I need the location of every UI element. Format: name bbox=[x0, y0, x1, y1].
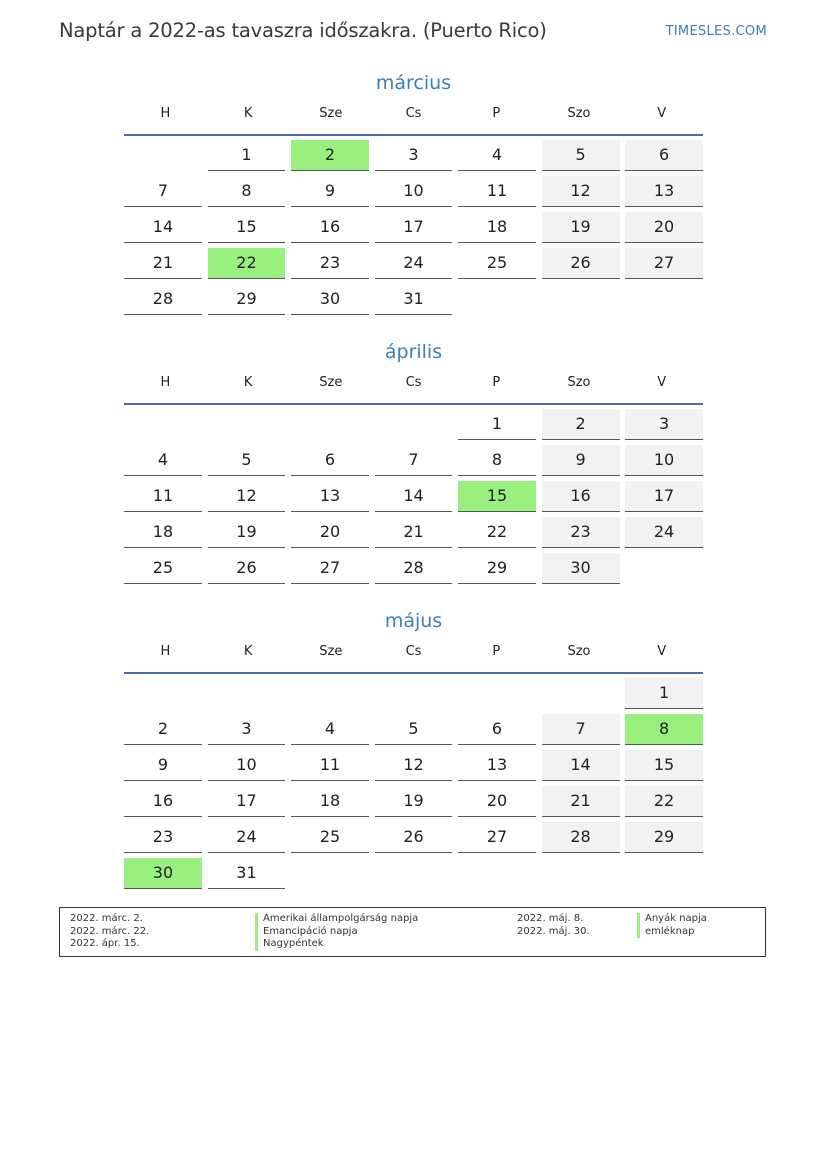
empty-cell bbox=[625, 284, 703, 315]
weekday-label: P bbox=[492, 374, 501, 390]
header-divider bbox=[124, 403, 703, 405]
day-cell: 30 bbox=[542, 553, 620, 584]
day-cell: 7 bbox=[542, 714, 620, 745]
weekday-label: K bbox=[243, 105, 253, 121]
holiday-day-cell: 2 bbox=[291, 140, 369, 171]
week-row bbox=[124, 284, 703, 320]
weekday-label: V bbox=[657, 374, 667, 390]
day-cell: 23 bbox=[542, 517, 620, 548]
day-cell: 11 bbox=[124, 481, 202, 512]
day-cell: 16 bbox=[124, 786, 202, 817]
header-divider bbox=[124, 672, 703, 674]
day-cell: 18 bbox=[124, 517, 202, 548]
day-cell: 16 bbox=[542, 481, 620, 512]
empty-cell bbox=[124, 409, 202, 440]
day-cell: 9 bbox=[542, 445, 620, 476]
weekday-label: Cs bbox=[405, 105, 422, 121]
day-cell: 24 bbox=[375, 248, 453, 279]
week-row bbox=[124, 517, 703, 553]
day-cell: 17 bbox=[625, 481, 703, 512]
day-cell: 14 bbox=[375, 481, 453, 512]
day-cell: 15 bbox=[625, 750, 703, 781]
legend-holiday-name: emléknap bbox=[637, 926, 707, 939]
empty-cell bbox=[208, 409, 286, 440]
day-cell: 28 bbox=[375, 553, 453, 584]
empty-cell bbox=[458, 858, 536, 889]
day-cell: 12 bbox=[375, 750, 453, 781]
day-cell: 1 bbox=[208, 140, 286, 171]
day-cell: 26 bbox=[208, 553, 286, 584]
day-cell: 31 bbox=[375, 284, 453, 315]
holiday-legend bbox=[59, 907, 766, 957]
day-cell: 26 bbox=[375, 822, 453, 853]
week-row bbox=[124, 822, 703, 858]
weekday-label: K bbox=[243, 374, 253, 390]
day-cell: 4 bbox=[291, 714, 369, 745]
holiday-day-cell: 8 bbox=[625, 714, 703, 745]
weekday-label: Szo bbox=[567, 105, 591, 121]
week-row bbox=[124, 248, 703, 284]
day-cell: 11 bbox=[291, 750, 369, 781]
day-cell: 25 bbox=[458, 248, 536, 279]
day-cell: 31 bbox=[208, 858, 286, 889]
holiday-day-cell: 30 bbox=[124, 858, 202, 889]
week-row bbox=[124, 714, 703, 750]
empty-cell bbox=[458, 284, 536, 315]
week-row bbox=[124, 750, 703, 786]
legend-date: 2022. márc. 2. bbox=[70, 913, 143, 924]
weekday-label: H bbox=[160, 643, 171, 659]
empty-cell bbox=[625, 553, 703, 584]
weekday-label: P bbox=[492, 105, 501, 121]
day-cell: 21 bbox=[124, 248, 202, 279]
day-cell: 24 bbox=[208, 822, 286, 853]
week-row bbox=[124, 176, 703, 212]
page-title: Naptár a 2022-as tavaszra időszakra. (Puerto Rico) bbox=[59, 19, 547, 42]
day-cell: 10 bbox=[375, 176, 453, 207]
weekday-header bbox=[124, 98, 703, 128]
month-name: május bbox=[384, 610, 443, 632]
legend-holiday-name: Amerikai állampolgárság napja bbox=[255, 913, 418, 926]
day-cell: 5 bbox=[208, 445, 286, 476]
week-row bbox=[124, 445, 703, 481]
day-cell: 2 bbox=[542, 409, 620, 440]
day-cell: 5 bbox=[542, 140, 620, 171]
legend-holiday-name: Anyák napja bbox=[637, 913, 707, 926]
day-cell: 10 bbox=[208, 750, 286, 781]
day-cell: 17 bbox=[375, 212, 453, 243]
empty-cell bbox=[291, 678, 369, 709]
day-cell: 11 bbox=[458, 176, 536, 207]
header-divider bbox=[124, 134, 703, 136]
day-cell: 13 bbox=[458, 750, 536, 781]
weekday-header bbox=[124, 367, 703, 397]
day-cell: 6 bbox=[291, 445, 369, 476]
day-cell: 22 bbox=[458, 517, 536, 548]
day-cell: 5 bbox=[375, 714, 453, 745]
holiday-day-cell: 15 bbox=[458, 481, 536, 512]
day-cell: 1 bbox=[458, 409, 536, 440]
weekday-label: H bbox=[160, 374, 171, 390]
day-cell: 17 bbox=[208, 786, 286, 817]
month-0 bbox=[124, 68, 703, 320]
day-cell: 21 bbox=[375, 517, 453, 548]
weekday-label: P bbox=[492, 643, 501, 659]
day-cell: 22 bbox=[625, 786, 703, 817]
weekday-label: H bbox=[160, 105, 171, 121]
day-cell: 6 bbox=[458, 714, 536, 745]
empty-cell bbox=[625, 858, 703, 889]
weekday-label: Szo bbox=[567, 643, 591, 659]
week-row bbox=[124, 553, 703, 589]
legend-date: 2022. ápr. 15. bbox=[70, 938, 140, 949]
day-cell: 27 bbox=[458, 822, 536, 853]
day-cell: 4 bbox=[124, 445, 202, 476]
site-link[interactable]: TIMESLES.COM bbox=[665, 24, 767, 39]
empty-cell bbox=[375, 858, 453, 889]
empty-cell bbox=[458, 678, 536, 709]
day-cell: 20 bbox=[291, 517, 369, 548]
month-name: március bbox=[375, 72, 452, 94]
weekday-label: Sze bbox=[319, 374, 343, 390]
day-cell: 23 bbox=[291, 248, 369, 279]
legend-holiday-name: Nagypéntek bbox=[255, 938, 418, 951]
day-cell: 18 bbox=[291, 786, 369, 817]
week-row bbox=[124, 858, 703, 894]
day-cell: 19 bbox=[542, 212, 620, 243]
weekday-label: Cs bbox=[405, 374, 422, 390]
empty-cell bbox=[291, 409, 369, 440]
month-2 bbox=[124, 606, 703, 894]
day-cell: 27 bbox=[625, 248, 703, 279]
day-cell: 2 bbox=[124, 714, 202, 745]
empty-cell bbox=[542, 678, 620, 709]
legend-date: 2022. máj. 8. bbox=[517, 913, 584, 924]
empty-cell bbox=[208, 678, 286, 709]
legend-date: 2022. máj. 30. bbox=[517, 925, 590, 937]
legend-holiday-name: Emancipáció napja bbox=[255, 926, 418, 939]
empty-cell bbox=[542, 858, 620, 889]
day-cell: 3 bbox=[375, 140, 453, 171]
day-cell: 9 bbox=[124, 750, 202, 781]
legend-left-names bbox=[255, 913, 418, 951]
day-cell: 12 bbox=[208, 481, 286, 512]
day-cell: 8 bbox=[208, 176, 286, 207]
day-cell: 10 bbox=[625, 445, 703, 476]
day-cell: 1 bbox=[625, 678, 703, 709]
day-cell: 29 bbox=[458, 553, 536, 584]
day-cell: 18 bbox=[458, 212, 536, 243]
week-row bbox=[124, 678, 703, 714]
day-cell: 20 bbox=[458, 786, 536, 817]
day-cell: 26 bbox=[542, 248, 620, 279]
empty-cell bbox=[375, 409, 453, 440]
empty-cell bbox=[291, 858, 369, 889]
weekday-label: Szo bbox=[567, 374, 591, 390]
day-cell: 24 bbox=[625, 517, 703, 548]
weekday-label: V bbox=[657, 643, 667, 659]
day-cell: 16 bbox=[291, 212, 369, 243]
day-cell: 21 bbox=[542, 786, 620, 817]
day-cell: 3 bbox=[208, 714, 286, 745]
month-1 bbox=[124, 337, 703, 589]
month-name: április bbox=[384, 341, 443, 363]
weekday-label: V bbox=[657, 105, 667, 121]
day-cell: 7 bbox=[124, 176, 202, 207]
legend-right-names bbox=[637, 913, 707, 938]
day-cell: 28 bbox=[124, 284, 202, 315]
week-row bbox=[124, 786, 703, 822]
day-cell: 19 bbox=[375, 786, 453, 817]
weekday-label: Cs bbox=[405, 643, 422, 659]
day-cell: 6 bbox=[625, 140, 703, 171]
day-cell: 3 bbox=[625, 409, 703, 440]
empty-cell bbox=[375, 678, 453, 709]
day-cell: 15 bbox=[208, 212, 286, 243]
day-cell: 14 bbox=[124, 212, 202, 243]
week-row bbox=[124, 481, 703, 517]
day-cell: 30 bbox=[291, 284, 369, 315]
empty-cell bbox=[124, 678, 202, 709]
weekday-header bbox=[124, 636, 703, 666]
day-cell: 25 bbox=[124, 553, 202, 584]
legend-left-dates bbox=[70, 913, 149, 951]
day-cell: 13 bbox=[625, 176, 703, 207]
weekday-label: Sze bbox=[319, 643, 343, 659]
day-cell: 4 bbox=[458, 140, 536, 171]
empty-cell bbox=[542, 284, 620, 315]
day-cell: 27 bbox=[291, 553, 369, 584]
day-cell: 20 bbox=[625, 212, 703, 243]
week-row bbox=[124, 409, 703, 445]
day-cell: 29 bbox=[208, 284, 286, 315]
day-cell: 14 bbox=[542, 750, 620, 781]
holiday-day-cell: 22 bbox=[208, 248, 286, 279]
day-cell: 29 bbox=[625, 822, 703, 853]
weekday-label: Sze bbox=[319, 105, 343, 121]
week-row bbox=[124, 140, 703, 176]
empty-cell bbox=[124, 140, 202, 171]
day-cell: 8 bbox=[458, 445, 536, 476]
week-row bbox=[124, 212, 703, 248]
weekday-label: K bbox=[243, 643, 253, 659]
day-cell: 9 bbox=[291, 176, 369, 207]
day-cell: 19 bbox=[208, 517, 286, 548]
day-cell: 7 bbox=[375, 445, 453, 476]
day-cell: 28 bbox=[542, 822, 620, 853]
day-cell: 25 bbox=[291, 822, 369, 853]
day-cell: 23 bbox=[124, 822, 202, 853]
day-cell: 13 bbox=[291, 481, 369, 512]
legend-date: 2022. márc. 22. bbox=[70, 925, 150, 937]
legend-right-dates bbox=[517, 913, 590, 938]
day-cell: 12 bbox=[542, 176, 620, 207]
